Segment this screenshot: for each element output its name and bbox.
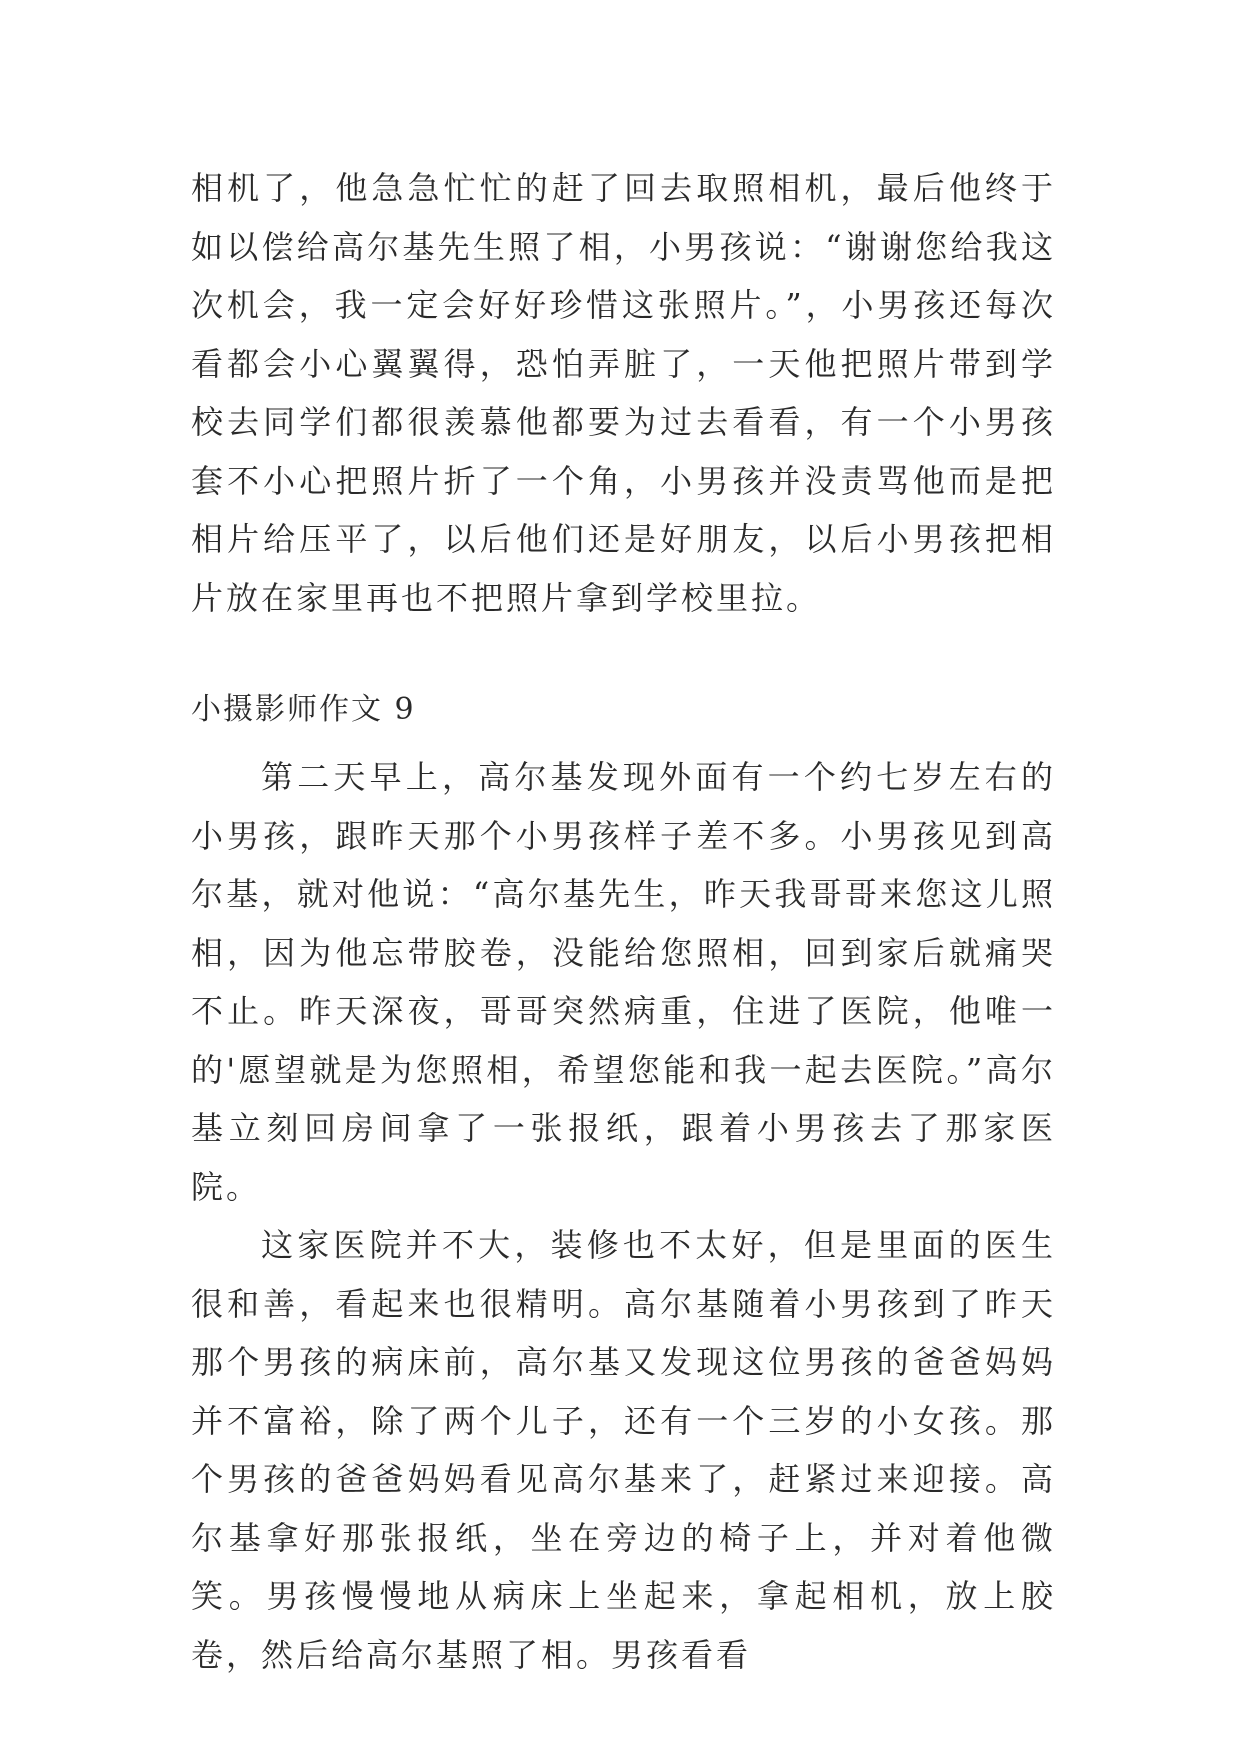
continuation-paragraph: 相机了，他急急忙忙的赶了回去取照相机，最后他终于如以偿给高尔基先生照了相，小男孩说：“谢谢您给我这次机会，我一定会好好珍惜这张照片。”，小男孩还每次看都会小心翼翼得，恐怕弄脏了，一天他把照片带到学校去同学们都很羡慕他都要为过去看看，有一个小男孩套不小心把照片折了一个角，小男孩并没责骂他而是把相片给压平了，以后他们还是好朋友，以后小男孩把相片放在家里再也不把照片拿到学校里拉。 — [191, 169, 1056, 617]
essay-paragraph: 这家医院并不大，装修也不太好，但是里面的医生很和善，看起来也很精明。高尔基随着小男孩到了昨天那个男孩的病床前，高尔基又发现这位男孩的爸爸妈妈并不富裕，除了两个儿子，还有一个三岁的小女孩。那个男孩的爸爸妈妈看见高尔基来了，赶紧过来迎接。高尔基拿好那张报纸，坐在旁边的椅子上，并对着他微笑。男孩慢慢地从病床上坐起来，拿起相机，放上胶卷，然后给高尔基照了相。男孩看看 — [191, 1226, 1056, 1674]
essay-body — [191, 748, 1056, 1684]
continuation-text — [191, 159, 1056, 627]
essay-paragraph: 第二天早上，高尔基发现外面有一个约七岁左右的小男孩，跟昨天那个小男孩样子差不多。小男孩见到高尔基，就对他说：“高尔基先生，昨天我哥哥来您这儿照相，因为他忘带胶卷，没能给您照相，回到家后就痛哭不止。昨天深夜，哥哥突然病重，住进了医院，他唯一的'愿望就是为您照相，希望您能和我一起去医院。”高尔基立刻回房间拿了一张报纸，跟着小男孩去了那家医院。 — [191, 758, 1056, 1206]
section-title: 小摄影师作文 9 — [191, 692, 416, 727]
